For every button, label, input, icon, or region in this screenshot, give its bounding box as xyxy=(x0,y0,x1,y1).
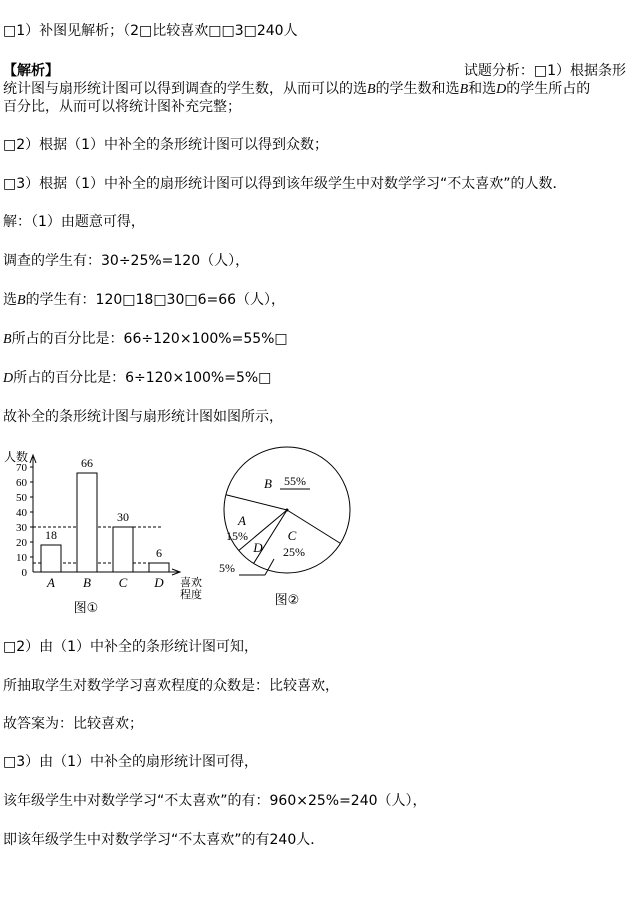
analysis-p3: □3）根据（1）中补全的扇形统计图可以得到该年级学生中对数学学习“不太喜欢”的人数． xyxy=(3,176,567,192)
y-tick-label: 20 xyxy=(16,537,27,549)
category-label: C xyxy=(118,575,128,590)
analysis-p1-line2: 百分比，从而可以将统计图补充完整； xyxy=(3,99,241,115)
conclusion-5: 该年级学生中对数学学习“不太喜欢”的有：960×25%=240（人）， xyxy=(3,793,427,809)
analysis-p2: □2）根据（1）中补全的条形统计图可以得到众数； xyxy=(3,137,329,153)
solution-percent-b xyxy=(3,330,288,349)
analysis-p1-mid: 的学生数和选 xyxy=(375,81,460,97)
category-label: B xyxy=(83,575,91,590)
slice-percent-c: 25% xyxy=(283,545,305,559)
x-axis-label-line2: 程度 xyxy=(180,588,202,601)
solution-count-b-post: 的学生有：120□18□30□6=66（人）， xyxy=(25,292,286,308)
analysis-p1-and: 和选 xyxy=(468,81,497,97)
conclusion-1: □2）由（1）中补全的条形统计图可知， xyxy=(3,639,259,655)
slice-percent-a: 15% xyxy=(226,529,248,543)
solution-total: 调查的学生有：30÷25%=120（人）， xyxy=(3,253,250,269)
x-axis-label-line1: 喜欢 xyxy=(180,576,202,589)
answer-summary: □1）补图见解析；（2□比较喜欢□□3□240人 xyxy=(3,23,298,39)
bar-chart-caption: 图① xyxy=(73,601,99,616)
data-label: 66 xyxy=(81,456,93,470)
y-tick-label: 0 xyxy=(21,567,27,579)
pie-chart xyxy=(219,447,350,608)
solution-figure-intro: 故补全的条形统计图与扇形统计图如图所示， xyxy=(3,409,283,425)
y-tick-label: 10 xyxy=(16,552,27,564)
y-axis-label: 人数 xyxy=(4,450,29,464)
data-label: 6 xyxy=(156,546,162,560)
slice-label-a: A xyxy=(238,513,246,528)
pie-center xyxy=(286,509,289,512)
solution-intro: 解：（1）由题意可得， xyxy=(3,214,145,230)
category-label: A xyxy=(47,575,55,590)
charts-figure xyxy=(0,440,630,620)
analysis-label: 试题分析：□1）根据条形 xyxy=(463,63,626,79)
y-tick-label: 30 xyxy=(16,522,27,534)
slice-label-d: D xyxy=(253,540,263,555)
conclusion-6: 即该年级学生中对数学学习“不太喜欢”的有240人． xyxy=(3,832,325,848)
slice-label-b: B xyxy=(264,476,272,491)
conclusion-3: 故答案为：比较喜欢； xyxy=(3,716,143,732)
solution-percent-b-text: 所占的百分比是：66÷120×100%=55%□ xyxy=(11,331,288,347)
analysis-p1-text: 统计图与扇形统计图可以得到调查的学生数，从而可以的选 xyxy=(3,81,367,97)
slice-percent-d: 5% xyxy=(219,561,235,575)
data-label: 18 xyxy=(45,528,57,542)
bar-a xyxy=(41,545,61,572)
y-tick-label: 40 xyxy=(16,507,27,519)
solution-count-b-pre: 选 xyxy=(3,292,17,308)
bar-b xyxy=(77,473,97,572)
data-label: 30 xyxy=(117,510,129,524)
y-tick-label: 70 xyxy=(16,462,27,474)
var-b: B xyxy=(17,293,26,308)
conclusion-2: 所抽取学生对数学学习喜欢程度的众数是：比较喜欢， xyxy=(3,678,339,694)
pie-chart-caption: 图② xyxy=(274,593,300,608)
y-tick-label: 60 xyxy=(16,477,27,489)
bar-c xyxy=(113,527,133,572)
solution-percent-d xyxy=(3,369,271,388)
bar-d xyxy=(149,563,169,572)
analysis-heading: 【解析】 xyxy=(3,63,59,79)
conclusion-4: □3）由（1）中补全的扇形统计图可得， xyxy=(3,754,259,770)
var-d: D xyxy=(3,371,14,386)
var-b: B xyxy=(459,82,469,97)
solution-percent-d-text: 所占的百分比是：6÷120×100%=5%□ xyxy=(13,370,272,386)
category-label: D xyxy=(154,575,164,590)
var-b: B xyxy=(367,82,376,97)
analysis-p1-end: 的学生所占的 xyxy=(506,81,591,97)
slice-percent-b: 55% xyxy=(284,474,306,488)
var-d: D xyxy=(496,82,507,97)
bar-chart xyxy=(4,449,202,616)
solution-count-b xyxy=(3,291,285,310)
var-b: B xyxy=(3,332,12,347)
y-tick-label: 50 xyxy=(16,492,27,504)
analysis-p1-line1 xyxy=(3,80,590,99)
slice-label-c: C xyxy=(287,528,297,543)
